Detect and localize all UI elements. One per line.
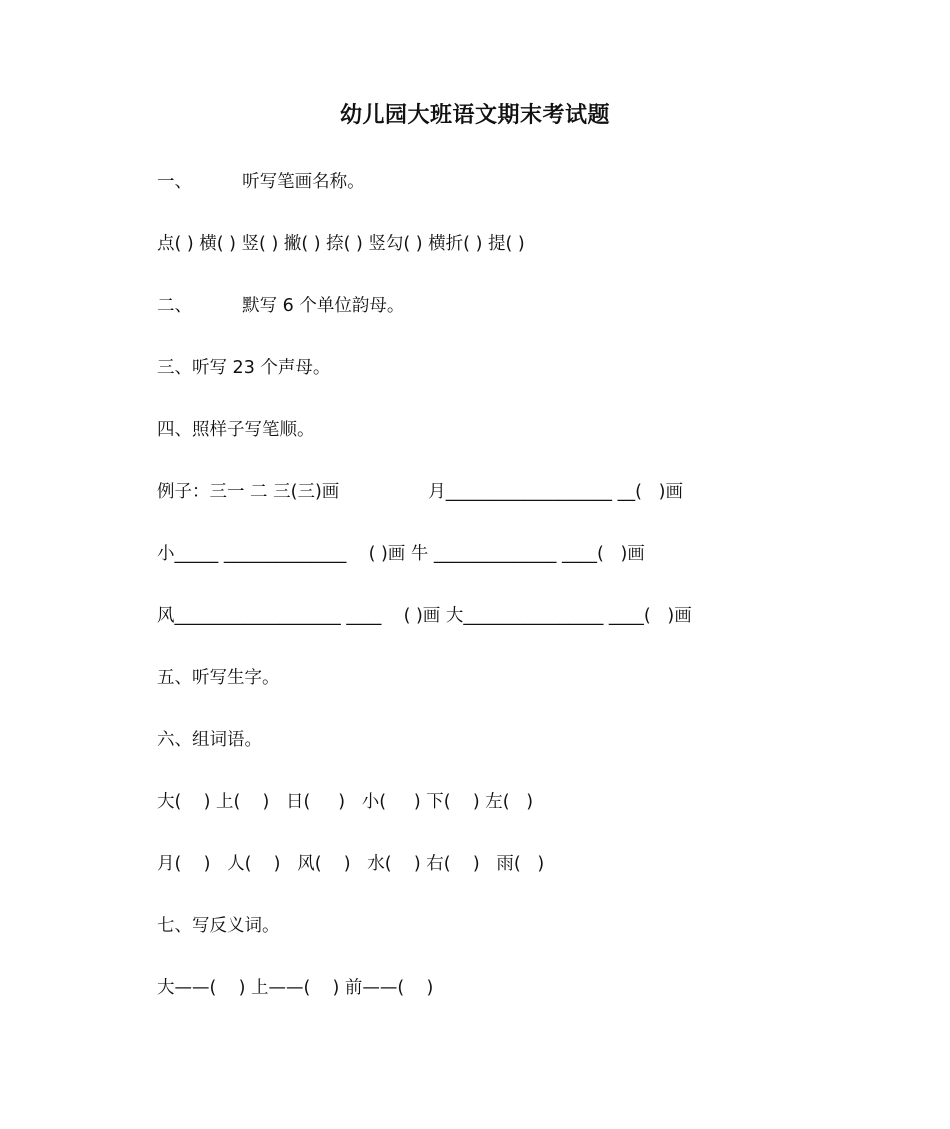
section-6-heading: 六、组词语。	[157, 730, 262, 750]
antonyms-row: 大——( ) 上——( ) 前——( )	[157, 978, 434, 998]
page-title: 幼儿园大班语文期末考试题	[339, 103, 610, 128]
stroke-order-row-1: 小_____ ______________ ( )画 牛 ______________ ____( )画	[157, 544, 645, 564]
section-3-heading: 三、听写 23 个声母。	[157, 358, 331, 378]
stroke-names-row: 点( ) 横( ) 竖( ) 撇( ) 捺( ) 竖勾( ) 横折( ) 提( )	[157, 234, 525, 254]
section-2-heading: 二、 默写 6 个单位韵母。	[157, 296, 405, 316]
stroke-order-example: 例子：三一 二 三(三)画 月___________________ __( )画	[157, 482, 683, 502]
section-5-heading: 五、听写生字。	[157, 668, 280, 688]
section-1-heading: 一、 听写笔画名称。	[157, 172, 365, 192]
word-group-row-2: 月( ) 人( ) 风( ) 水( ) 右( ) 雨( )	[157, 854, 545, 874]
stroke-order-row-2: 风___________________ ____ ( )画 大________________ ____( )画	[157, 606, 692, 626]
section-4-heading: 四、照样子写笔顺。	[157, 420, 315, 440]
section-7-heading: 七、写反义词。	[157, 916, 280, 936]
word-group-row-1: 大( ) 上( ) 日( ) 小( ) 下( ) 左( )	[157, 792, 534, 812]
